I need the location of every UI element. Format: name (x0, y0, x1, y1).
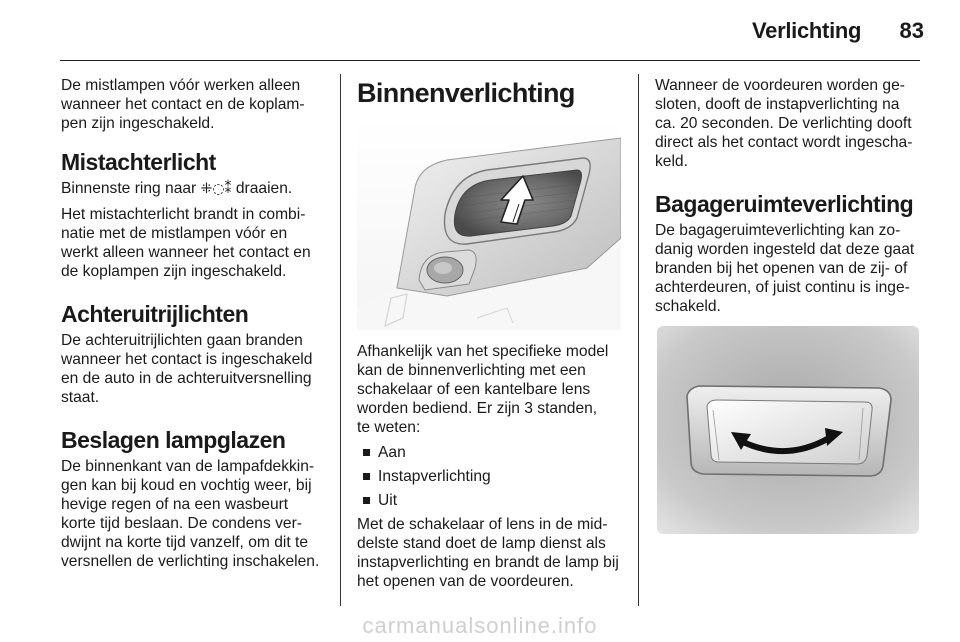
rear-fog-paragraph: Het mistachterlicht brandt in combi- natie met de mistlampen vóór en werkt alleen wanneer het contact en de koplampen zijn ingeschakeld. (61, 206, 311, 280)
section-heading-rear-fog: Mistachterlicht (61, 149, 216, 175)
interior-lighting-paragraph: Afhankelijk van het specifieke model kan de binnenverlichting met een schakelaar of een kantelbare lens worden bediend. Er zijn 3 standen, te weten: (357, 343, 609, 436)
page-title: Verlichting (752, 18, 862, 43)
bullet-icon (363, 497, 370, 504)
list-item (357, 491, 623, 510)
instruction-text: Binnenste ring naar (61, 180, 201, 197)
section-heading-cargo-lighting: Bagageruimteverlichting (655, 191, 914, 217)
fogged-lenses-paragraph: De binnenkant van de lampafdekkin- gen kan bij koud en vochtig weer, bij hevige regen of na een wasbeurt korte tijd beslaan. De condens ver- dwijnt na korte tijd vanzelf, om dit te versnellen de verlichting inschakelen. (61, 458, 320, 570)
bullet-icon (363, 473, 370, 480)
section-heading-fogged-lenses: Beslagen lampglazen (61, 427, 286, 453)
section-heading-interior-lighting: Binnenverlichting (357, 78, 575, 108)
cargo-lighting-paragraph: De bagageruimteverlichting kan zo- danig worden ingesteld dat deze gaat branden bij het openen van de zij- of achterdeuren, of juist continu is inge- schakeld. (655, 222, 915, 315)
front-doors-paragraph: Wanneer de voordeuren worden ge- sloten, dooft de instapverlichting na ca. 20 seconden. De verlichting dooft direct als het contact wordt ingescha- keld. (655, 77, 913, 170)
list-item-label: Uit (378, 492, 398, 509)
list-item-label: Aan (378, 444, 406, 461)
header-divider (60, 60, 920, 61)
column-right (655, 76, 923, 534)
list-item (357, 467, 623, 486)
section-heading-reversing-lights: Achteruitrijlichten (61, 301, 249, 327)
switch-positions-list (357, 443, 623, 510)
column-divider (638, 74, 639, 606)
cargo-light-illustration (657, 326, 919, 534)
entry-lighting-paragraph: Met de schakelaar of lens in de mid- delste stand doet de lamp dienst als instapverlichting en brandt de lamp bij het openen van de voordeuren. (357, 516, 619, 590)
column-divider (340, 74, 341, 606)
instruction-text: draaien. (231, 180, 293, 197)
column-left (61, 76, 329, 577)
column-middle (357, 76, 623, 597)
rear-fog-instruction (61, 179, 329, 199)
list-item-label: Instapverlichting (378, 468, 491, 485)
rear-fog-lamp-icon: ⁜◌⁑ (200, 181, 232, 197)
bullet-icon (363, 449, 370, 456)
reversing-lights-paragraph: De achteruitrijlichten gaan branden wanneer het contact is ingeschakeld en de auto in de achteruitversnelling staat. (61, 332, 313, 406)
site-watermark: carmanualsonline.info (362, 613, 598, 638)
intro-paragraph: De mistlampen vóór werken alleen wanneer het contact en de koplam- pen zijn ingeschakeld. (61, 77, 305, 132)
interior-light-illustration (357, 118, 621, 330)
page-number: 83 (899, 18, 924, 43)
list-item (357, 443, 623, 462)
